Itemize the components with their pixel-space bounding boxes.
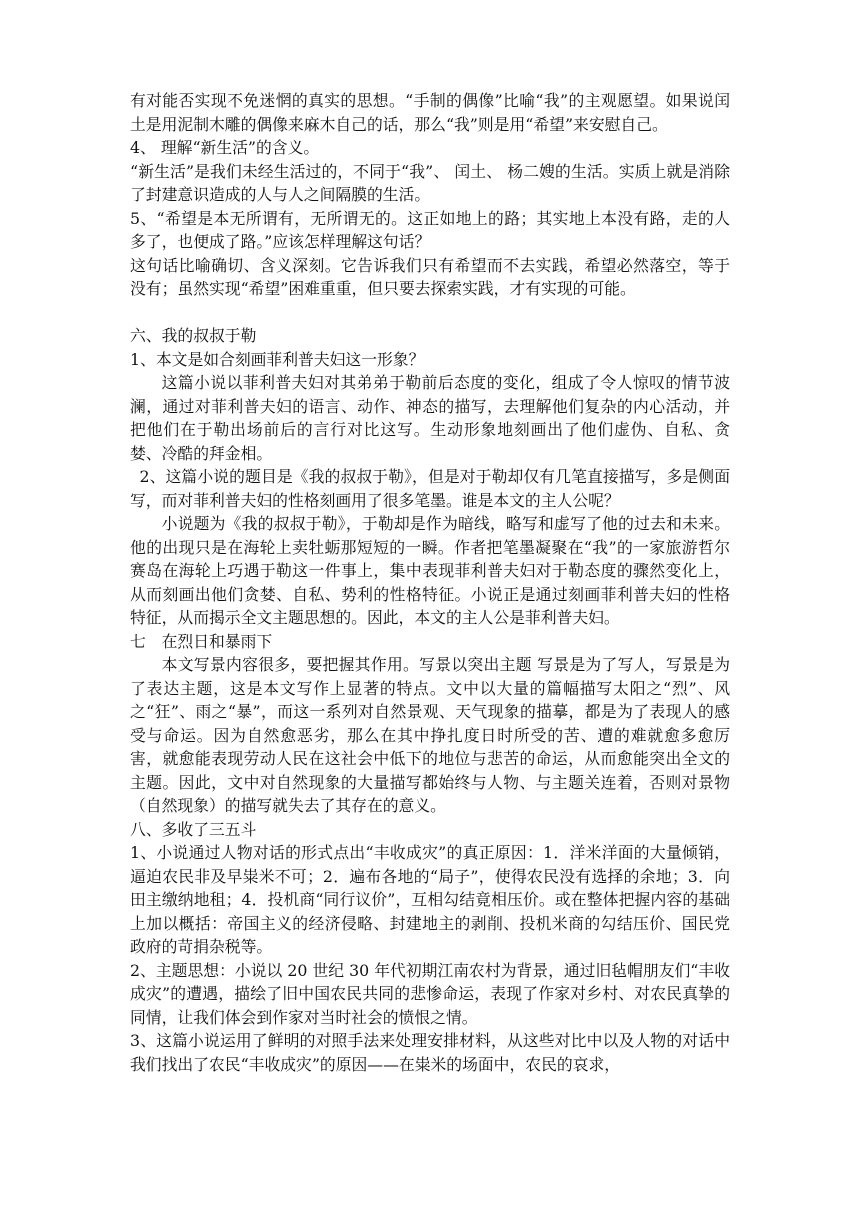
paragraph-hope-idol: 有对能否实现不免迷惘的真实的思想。“手制的偶像”比喻“我”的主观愿望。如果说闰土是用泥制木雕的偶像来麻木自己的话，那么“我”则是用“希望”来安慰自己。 (130, 91, 730, 134)
section-6-title: 六、我的叔叔于勒 (130, 326, 257, 345)
section-7-body: 本文写景内容很多，要把握其作用。写景以突出主题 写景是为了写人，写景是为了表达主题，这是本文写作上显著的特点。文中以大量的篇幅描写太阳之“烈”、风之“狂”、雨之“暴”，而这一系列对自然景观、天气现象的描摹，都是为了表现人的感受与命运。因为自然愈恶劣，那么在其中挣扎度日时所受的苦、遭的难就愈多愈厉害，就愈能表现劳动人民在这社会中低下的地位与悲苦的命运，从而愈能突出全文的主题。因此，文中对自然现象的大量描写都始终与人物、与主题关连着，否则对景物（自然现象）的描写就失去了其存在的意义。 (130, 655, 730, 815)
section-6-question-2: 2、这篇小说的题目是《我的叔叔于勒》，但是对于勒却仅有几笔直接描写，多是侧面写，而对菲利普夫妇的性格刻画用了很多笔墨。谁是本文的主人公呢？ (130, 467, 730, 510)
section-6-question-1: 1、本文是如合刻画菲利普夫妇这一形象？ (130, 349, 425, 369)
document-page (130, 89, 730, 1076)
answer-hope-road: 这句话比喻确切、含义深刻。它告诉我们只有希望而不去实践，希望必然落空，等于没有；虽然实现“希望”困难重重，但只要去探索实践，才有实现的可能。 (130, 255, 730, 298)
section-6-answer-2: 小说题为《我的叔叔于勒》，于勒却是作为暗线，略写和虚写了他的过去和未来。他的出现只是在海轮上卖牡蛎那短短的一瞬。作者把笔墨凝聚在“我”的一家旅游哲尔赛岛在海轮上巧遇于勒这一件事上，集中表现菲利普夫妇对于勒态度的骤然变化上，从而刻画出他们贪婪、自私、势利的性格特征。小说正是通过刻画菲利普夫妇的性格特征，从而揭示全文主题思想的。因此，本文的主人公是菲利普夫妇。 (130, 514, 730, 627)
question-4-heading: 4、 理解“新生活”的含义。 (130, 138, 320, 157)
section-6-answer-1: 这篇小说以菲利普夫妇对其弟弟于勒前后态度的变化，组成了令人惊叹的情节波澜，通过对菲利普夫妇的语言、动作、神态的描写，去理解他们复杂的内心活动，并把他们在于勒出场前后的言行对比这写。生动形象地刻画出了他们虚伪、自私、贪婪、冷酷的拜金相。 (130, 373, 730, 463)
section-spacer (130, 301, 730, 325)
section-7-title: 七 在烈日和暴雨下 (130, 631, 273, 651)
question-5-heading: 5、“希望是本无所谓有，无所谓无的。这正如地上的路；其实地上本没有路，走的人多了，也便成了路。”应该怎样理解这句话？ (130, 208, 730, 251)
section-8-title: 八、多收了三五斗 (130, 819, 257, 839)
section-8-point-2: 2、主题思想：小说以 20 世纪 30 年代初期江南农村为背景，通过旧毡帽朋友们“丰收成灾”的遭遇，描绘了旧中国农民共同的悲惨命运，表现了作家对乡村、对农民真挚的同情，让我们体会到作家对当时社会的愤恨之情。 (130, 960, 730, 1027)
section-8-point-1: 1、小说通过人物对话的形式点出“丰收成灾”的真正原因：1．洋米洋面的大量倾销，逼迫农民非及早粜米不可；2．遍布各地的“局子”，使得农民没有选择的余地；3．向田主缴纳地租；4．投机商“同行议价”，互相勾结竟相压价。或在整体把握内容的基础上加以概括：帝国主义的经济侵略、封建地主的剥削、投机米商的勾结压价、国民党政府的苛捐杂税等。 (130, 843, 730, 956)
answer-new-life: “新生活”是我们未经生活过的，不同于“我”、 闰土、 杨二嫂的生活。实质上就是消除了封建意识造成的人与人之间隔膜的生活。 (130, 161, 730, 204)
section-8-point-3: 3、这篇小说运用了鲜明的对照手法来处理安排材料，从这些对比中以及人物的对话中我们找出了农民“丰收成灾”的原因——在粜米的场面中，农民的哀求， (130, 1031, 730, 1074)
